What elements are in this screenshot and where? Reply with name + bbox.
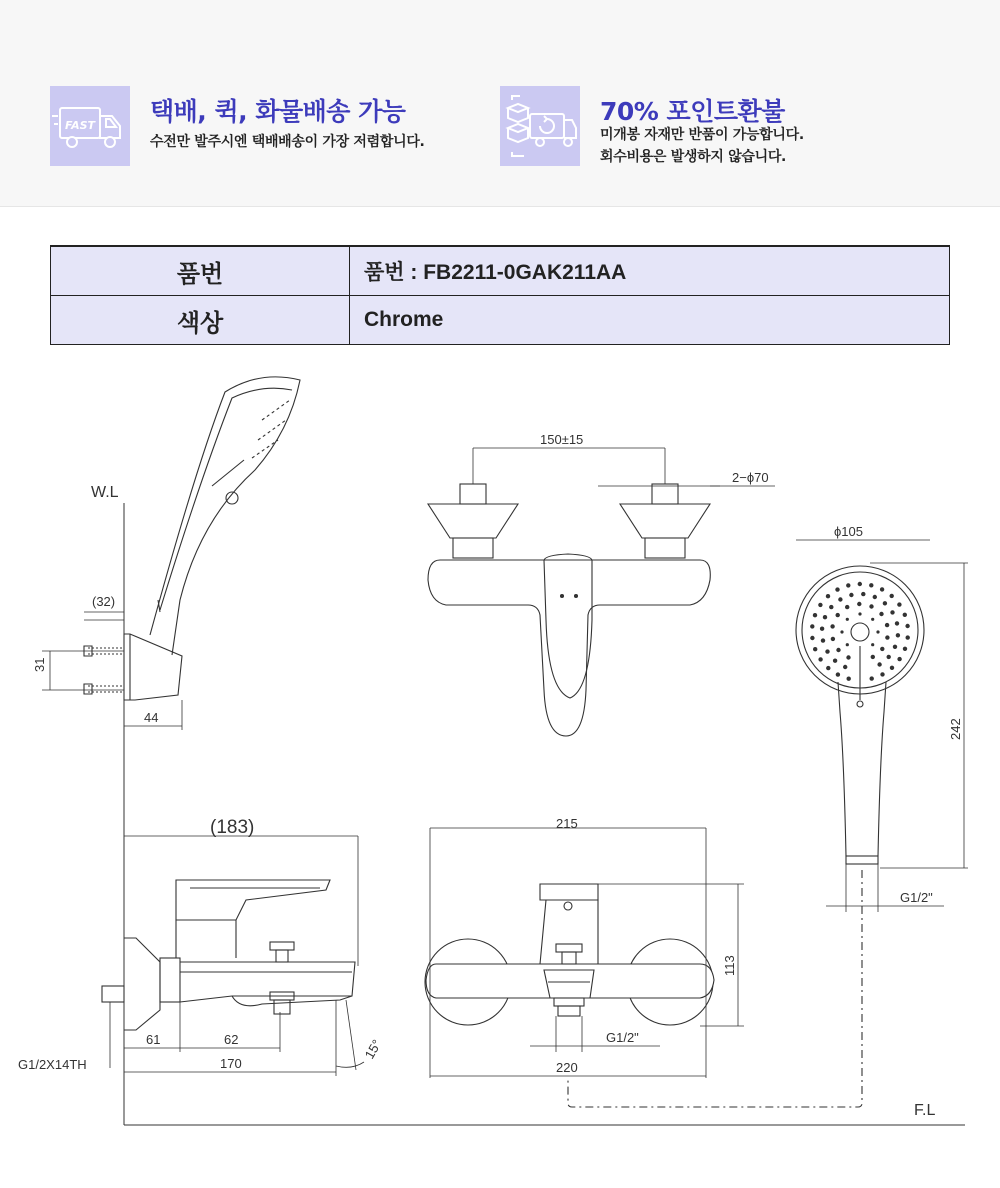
dim-32: (32) <box>92 594 116 609</box>
spec-key-color: 색상 <box>51 296 350 345</box>
spray-hole <box>879 612 883 616</box>
dim-170: 170 <box>220 1056 242 1071</box>
spray-hole <box>836 648 840 652</box>
spray-hole <box>833 659 837 663</box>
spray-hole <box>826 594 830 598</box>
dim-15deg: 15° <box>361 1036 385 1062</box>
dim-113: 113 <box>722 955 737 976</box>
spec-row-color <box>51 296 950 345</box>
spray-hole <box>871 618 874 621</box>
feature-title-refund: 70% 포인트환불 <box>600 97 785 126</box>
spray-hole <box>893 645 897 649</box>
dim-61: 61 <box>146 1032 161 1047</box>
spray-hole <box>906 635 910 639</box>
mixer-side-view <box>102 880 355 1030</box>
spray-hole <box>903 647 907 651</box>
spray-hole <box>813 647 817 651</box>
spray-hole <box>890 594 894 598</box>
spray-hole <box>897 602 901 606</box>
mixer-front-bottom <box>425 884 714 1025</box>
spray-hole <box>873 595 877 599</box>
spray-hole <box>846 618 849 621</box>
spray-hole <box>830 624 834 628</box>
fast-label: FAST <box>65 119 96 132</box>
technical-drawing <box>0 360 1000 1188</box>
spray-hole <box>826 666 830 670</box>
spec-value-color: Chrome <box>350 296 950 345</box>
dim-183: (183) <box>210 817 255 838</box>
dim-g12x14th: G1/2X14TH <box>18 1057 87 1072</box>
dim-150: 150±15 <box>540 432 584 447</box>
spray-hole <box>847 677 851 681</box>
spray-hole <box>810 624 814 628</box>
spray-hole <box>905 624 909 628</box>
dim-220: 220 <box>556 1060 578 1075</box>
mixer-front-top <box>428 484 710 736</box>
feature-delivery <box>50 86 490 168</box>
dim-44: 44 <box>144 710 159 725</box>
dim-215: 215 <box>556 816 578 831</box>
spray-hole <box>880 672 884 676</box>
dim-2phi70: 2−ϕ70 <box>732 470 769 485</box>
spray-hole <box>871 643 874 646</box>
spray-hole <box>818 657 822 661</box>
spec-key-partno: 품번 <box>51 246 350 296</box>
top-banner <box>0 0 1000 207</box>
spray-hole <box>821 638 825 642</box>
spray-hole <box>885 623 889 627</box>
feature-refund <box>500 86 940 168</box>
spray-hole <box>843 665 847 669</box>
spray-hole <box>869 604 873 608</box>
spray-hole <box>845 605 849 609</box>
shower-head-front <box>796 566 924 864</box>
spray-hole <box>820 627 824 631</box>
spray-hole <box>823 615 827 619</box>
spray-hole <box>883 601 887 605</box>
spray-hole <box>846 643 849 646</box>
spray-hole <box>818 603 822 607</box>
spray-hole <box>846 655 850 659</box>
spray-hole <box>857 602 861 606</box>
feature-title-delivery: 택배, 퀵, 화물배송 가능 <box>150 97 406 126</box>
spray-hole <box>813 613 817 617</box>
spray-hole <box>871 655 875 659</box>
spray-hole <box>876 630 879 633</box>
spray-hole <box>903 613 907 617</box>
spray-hole <box>870 676 874 680</box>
spray-hole <box>829 605 833 609</box>
spray-hole <box>861 592 865 596</box>
spray-hole <box>810 636 814 640</box>
spray-hole <box>885 635 889 639</box>
spray-hole <box>896 633 900 637</box>
spray-hole <box>846 583 850 587</box>
fast-delivery-truck-icon <box>50 86 130 166</box>
spray-hole <box>849 593 853 597</box>
return-box-truck-icon <box>500 86 580 166</box>
dim-31: 31 <box>32 657 47 672</box>
dim-62: 62 <box>224 1032 239 1047</box>
spray-hole <box>890 666 894 670</box>
spray-hole <box>890 610 894 614</box>
spray-hole <box>897 657 901 661</box>
spec-table <box>50 245 950 345</box>
spray-hole <box>836 672 840 676</box>
dim-g12-head: G1/2" <box>900 890 933 905</box>
spray-hole <box>831 637 835 641</box>
spray-hole <box>840 630 843 633</box>
spray-hole <box>835 587 839 591</box>
spray-hole <box>838 597 842 601</box>
feature-desc-refund-1: 미개봉 자재만 반품이 가능합니다. <box>600 127 804 143</box>
spec-value-partno: 품번 : FB2211-0GAK211AA <box>350 246 950 296</box>
dim-g12-body: G1/2" <box>606 1030 639 1045</box>
dim-phi105: ϕ105 <box>834 524 863 539</box>
spray-hole <box>877 662 881 666</box>
spray-hole <box>836 613 840 617</box>
spray-hole <box>880 587 884 591</box>
spray-hole <box>880 647 884 651</box>
spray-hole <box>858 612 861 615</box>
spec-row-partno <box>51 246 950 296</box>
feature-desc-delivery: 수전만 발주시엔 택배배송이 가장 저렴합니다. <box>150 134 425 150</box>
wall-mount-holder-side <box>84 377 300 700</box>
water-level-label: W.L <box>91 484 119 501</box>
spray-hole <box>887 655 891 659</box>
spray-hole <box>825 649 829 653</box>
spray-hole <box>869 583 873 587</box>
dim-242: 242 <box>948 718 963 740</box>
spray-hole <box>895 621 899 625</box>
feature-desc-refund-2: 회수비용은 발생하지 않습니다. <box>600 149 787 165</box>
floor-level-label: F.L <box>914 1102 936 1119</box>
spray-hole <box>858 582 862 586</box>
